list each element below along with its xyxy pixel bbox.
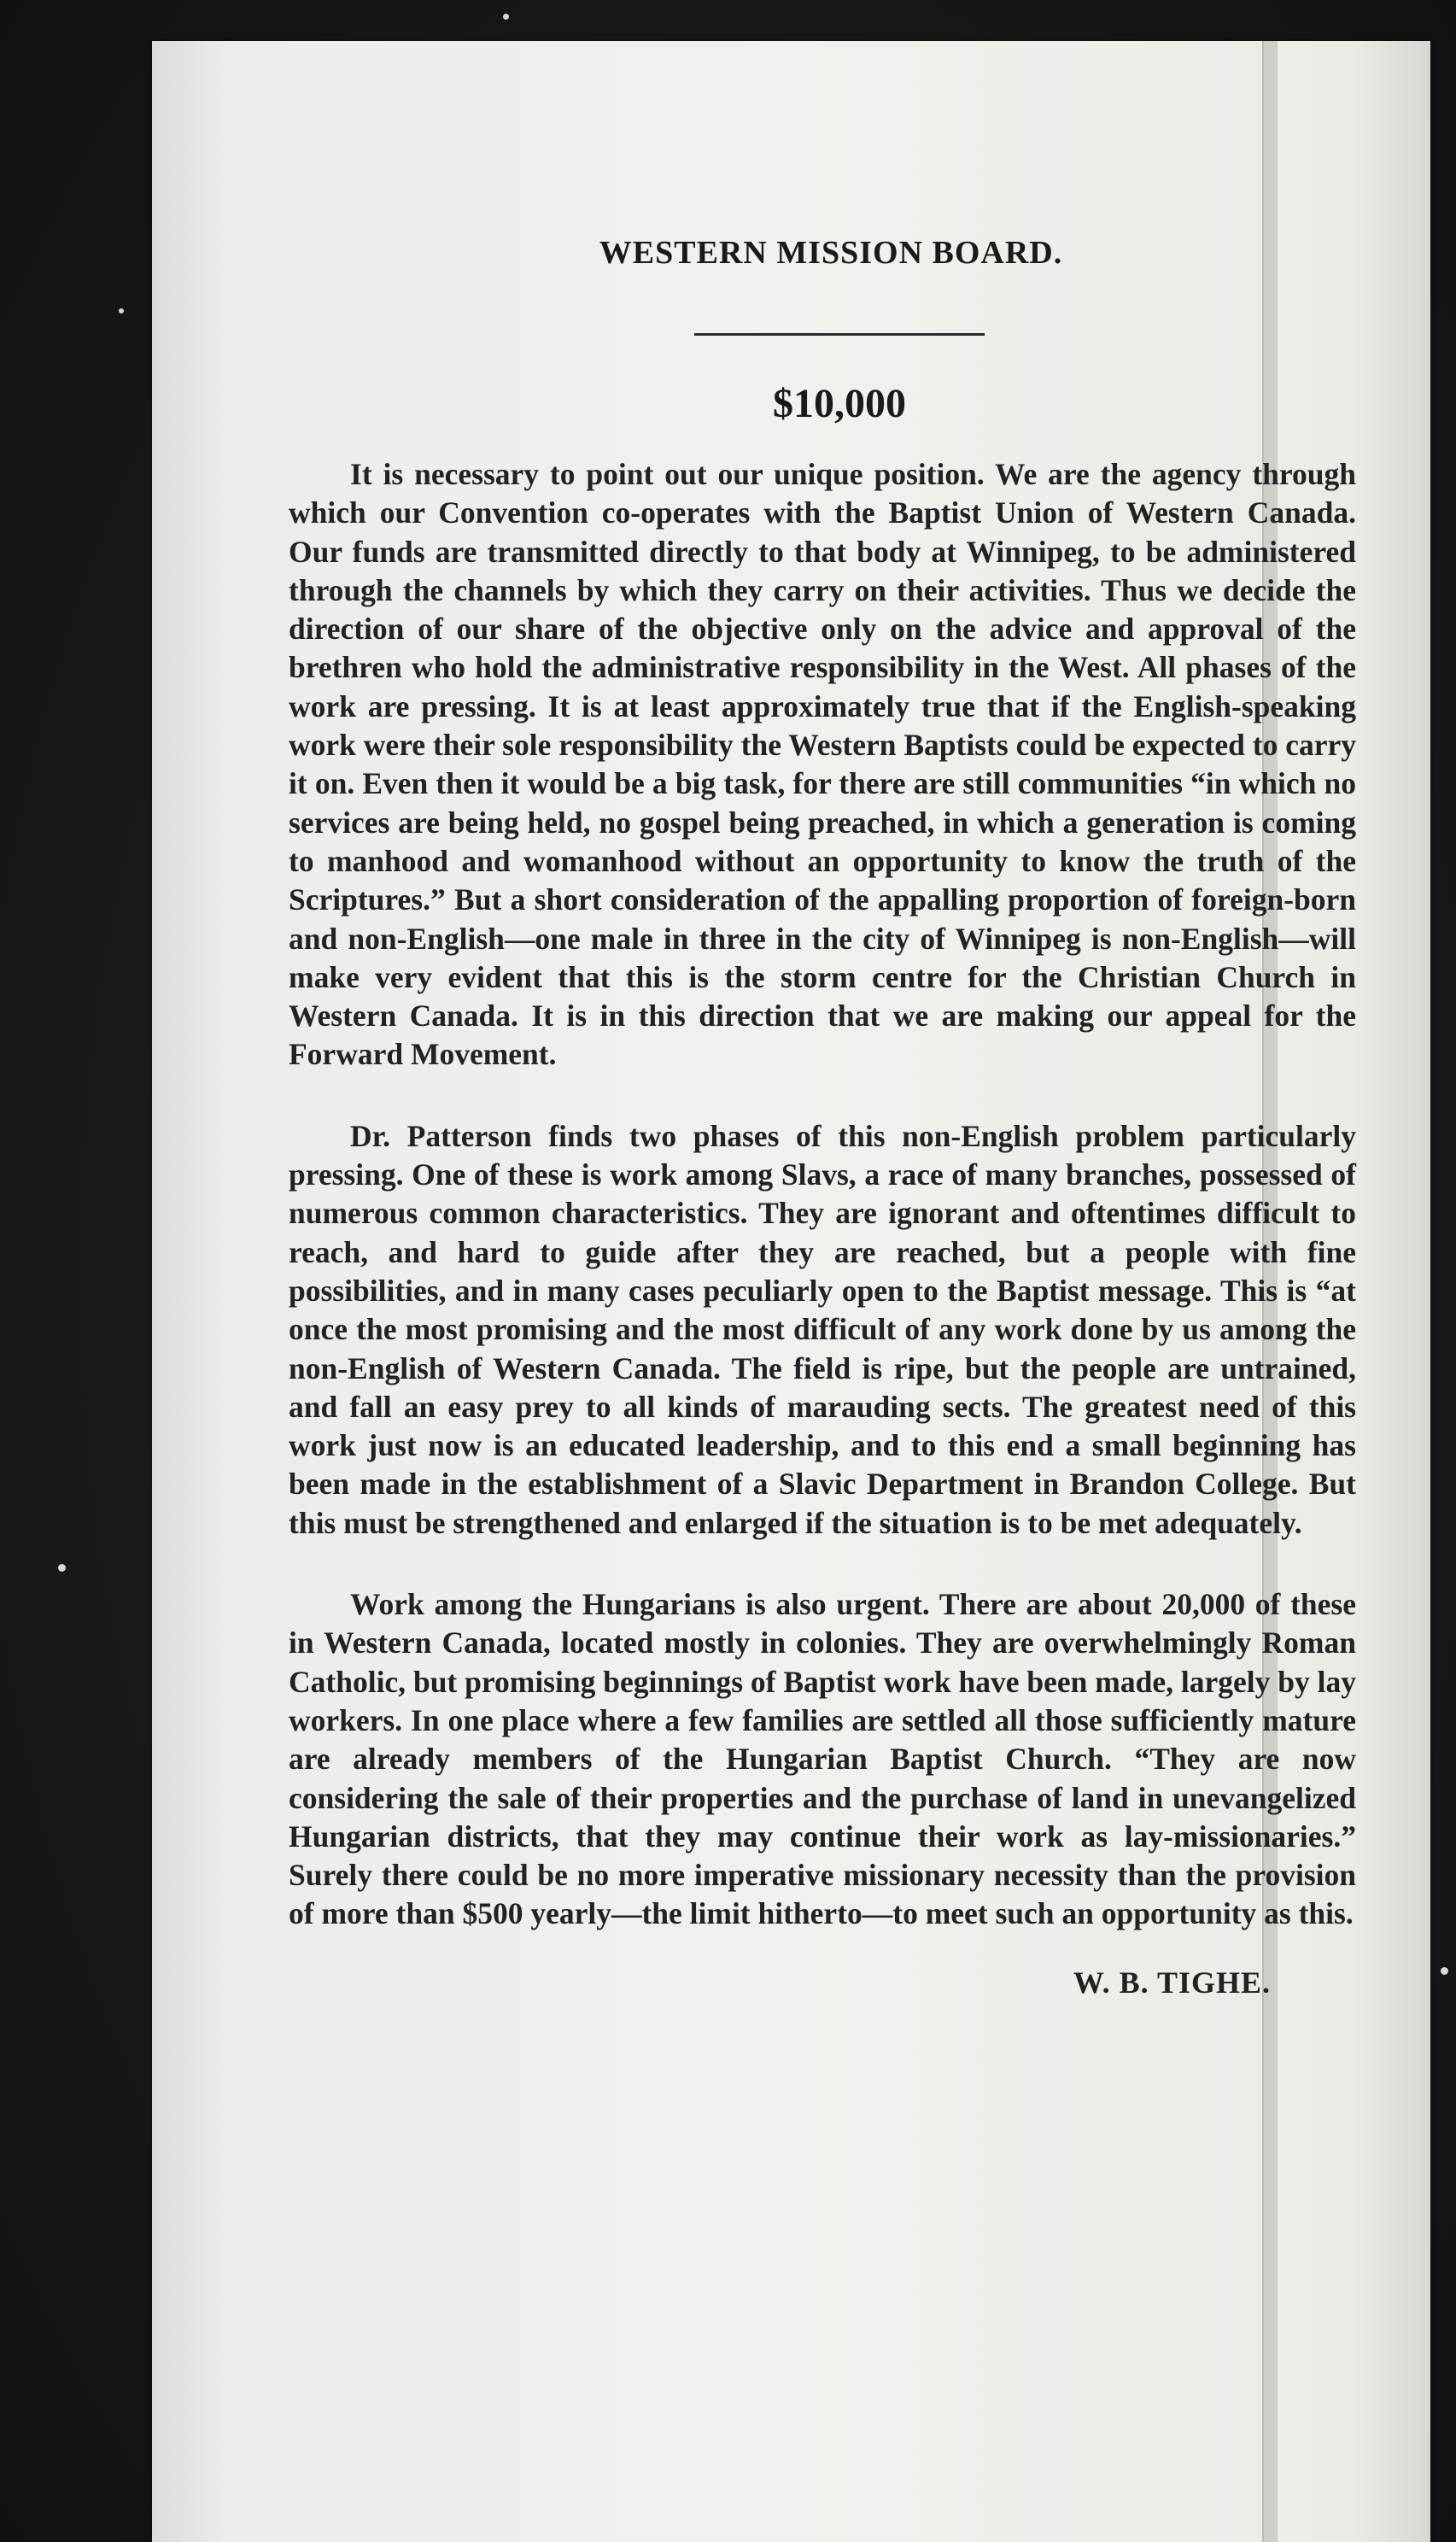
paragraph-unique-position: It is necessary to point out our unique position. We are the agency through which our Convention co-operates with the Baptist Union of Western Canada. Our funds are transmitted directly to that body at Winnipeg, to be administered through the channels by which they carry on their activities. Thus we decide the direction of our share of the objective only on the advice and approval of the brethren who hold the administrative responsibility in the West. All phases of the work are pressing. It is at least approximately true that if the English-speaking work were their sole responsibility the Western Baptists could be expected to carry it on. Even then it would be a big task, for there are still communities “in which no services are being held, no gospel being preached, in which a generation is coming to manhood and womanhood without an opportunity to know the truth of the Scriptures.” But a short consideration of the appalling proportion of foreign-born and non-English—one male in three in the city of Winnipeg is non-English—will make very evident that this is the storm centre for the Christian Church in Western Canada. It is in this direction that we are making our appeal for the Forward Movement. — [289, 457, 1356, 1072]
paragraph-hungarian-work: Work among the Hungarians is also urgent. There are about 20,000 of these in Western Canada, located mostly in colonies. They are overwhelmingly Roman Catholic, but promising beginnings of Baptist work have been made, largely by lay workers. In one place where a few families are settled all those sufficiently mature are already members of the Hungarian Baptist Church. “They are now considering the sale of their properties and the purchase of land in unevangelized Hungarian districts, that they may continue their work as lay-missionaries.” Surely there could be no more imperative missionary necessity than the provision of more than $500 yearly—the limit hitherto—to meet such an opportunity as this. — [289, 1587, 1356, 1931]
dust-speck — [503, 14, 509, 20]
paragraph-slavic-work: Dr. Patterson finds two phases of this non-English problem particularly pressing. One of these is work among Slavs, a race of many branches, possessed of numerous common characteristics. They are ignorant and oftentimes difficult to reach, and hard to guide after they are reached, but a people with fine possibilities, and in many cases peculiarly open to the Baptist message. This is “at once the most promising and the most difficult of any work done by us among the non-English of Western Canada. The field is ripe, but the people are untrained, and fall an easy prey to all kinds of marauding sects. The greatest need of this work just now is an educated leadership, and to this end a small beginning has been made in the establishment of a Slavic Department in Brandon College. But this must be strengthened and enlarged if the situation is to be met adequately. — [289, 1118, 1356, 1540]
dust-speck — [58, 1564, 66, 1572]
dust-speck — [119, 308, 124, 313]
funding-amount: $10,000 — [773, 381, 906, 426]
page-title: WESTERN MISSION BOARD. — [599, 235, 1063, 271]
author-signature: W. B. TIGHE. — [1073, 1965, 1271, 2000]
dust-speck — [1441, 1967, 1448, 1975]
title-divider — [694, 333, 985, 336]
article — [289, 231, 1356, 2000]
